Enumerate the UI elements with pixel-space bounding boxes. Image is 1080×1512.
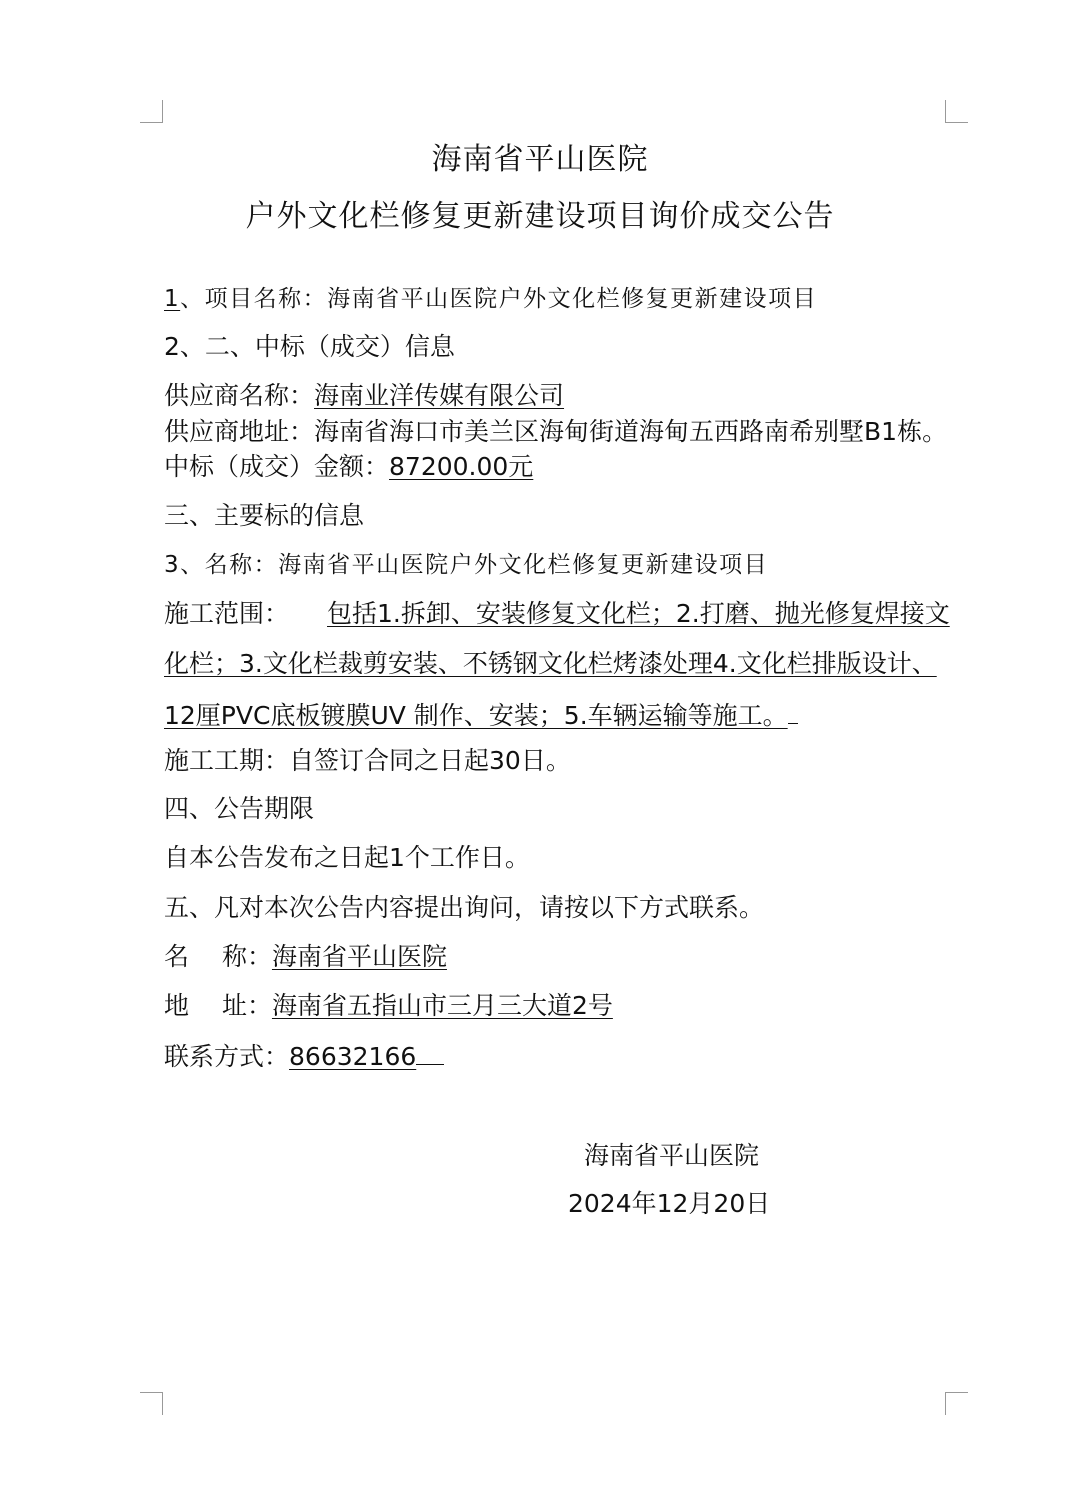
scope-text-3: 12厘PVC底板镀膜UV 制作、安装；5.车辆运输等施工。 xyxy=(164,701,788,730)
crop-mark-bottom-left xyxy=(140,1392,163,1415)
org-title: 海南省平山医院 xyxy=(431,142,649,177)
supplier-name-value: 海南业洋传媒有限公司 xyxy=(314,381,565,410)
scope-line-1 xyxy=(164,597,950,631)
scope-line-2 xyxy=(164,647,937,681)
doc-title: 户外文化栏修复更新建设项目询价成交公告 xyxy=(245,199,835,234)
crop-mark-top-right xyxy=(945,100,968,123)
project-name-value: 海南省平山医院户外文化栏修复更新建设项目 xyxy=(327,286,818,312)
contact-heading: 五、凡对本次公告内容提出询问，请按以下方式联系。 xyxy=(164,893,765,922)
contact-phone-value: 86632166 xyxy=(289,1042,417,1071)
project-name-line xyxy=(164,282,817,316)
contact-address-label: 地 址： xyxy=(164,991,272,1020)
contact-address-line xyxy=(164,989,613,1023)
contact-name-label: 名 称： xyxy=(164,942,272,971)
contact-phone-label: 联系方式： xyxy=(164,1042,290,1071)
section-1-number: 1 xyxy=(164,286,181,312)
subject-name-line: 3、名称：海南省平山医院户外文化栏修复更新建设项目 xyxy=(164,552,769,578)
scope-text-1: 包括1.拆卸、安装修复文化栏；2.打磨、抛光修复焊接文 xyxy=(327,599,950,628)
supplier-address-value: 海南省海口市美兰区海甸街道海甸五西路南希别墅B1栋。 xyxy=(314,417,948,446)
main-subject-heading: 三、主要标的信息 xyxy=(164,501,365,530)
project-name-label: 、项目名称： xyxy=(180,286,328,312)
scope-label: 施工范围： xyxy=(164,599,290,628)
scope-line-3 xyxy=(164,697,798,733)
contact-phone-line xyxy=(164,1038,444,1074)
notice-period-heading: 四、公告期限 xyxy=(164,794,315,823)
contact-address-value: 海南省五指山市三月三大道2号 xyxy=(271,991,613,1020)
crop-mark-bottom-right xyxy=(945,1392,968,1415)
scope-text-2: 化栏；3.文化栏裁剪安装、不锈钢文化栏烤漆处理4.文化栏排版设计、 xyxy=(164,649,937,678)
award-amount-label: 中标（成交）金额： xyxy=(164,452,390,481)
supplier-name-line xyxy=(164,379,564,413)
notice-period-text: 自本公告发布之日起1个工作日。 xyxy=(164,843,530,872)
award-info-heading: 2、二、中标（成交）信息 xyxy=(164,332,455,361)
construction-period: 施工工期：自签订合同之日起30日。 xyxy=(164,746,571,775)
signature-org: 海南省平山医院 xyxy=(584,1141,760,1170)
crop-mark-top-left xyxy=(140,100,163,123)
award-amount-line xyxy=(164,450,533,484)
contact-name-line xyxy=(164,940,447,974)
supplier-address-line xyxy=(164,415,947,449)
supplier-name-label: 供应商名称： xyxy=(164,381,315,410)
signature-date: 2024年12月20日 xyxy=(568,1189,771,1218)
award-amount-value: 87200.00元 xyxy=(389,452,534,481)
contact-name-value: 海南省平山医院 xyxy=(271,942,447,971)
supplier-address-label: 供应商地址： xyxy=(164,417,315,446)
